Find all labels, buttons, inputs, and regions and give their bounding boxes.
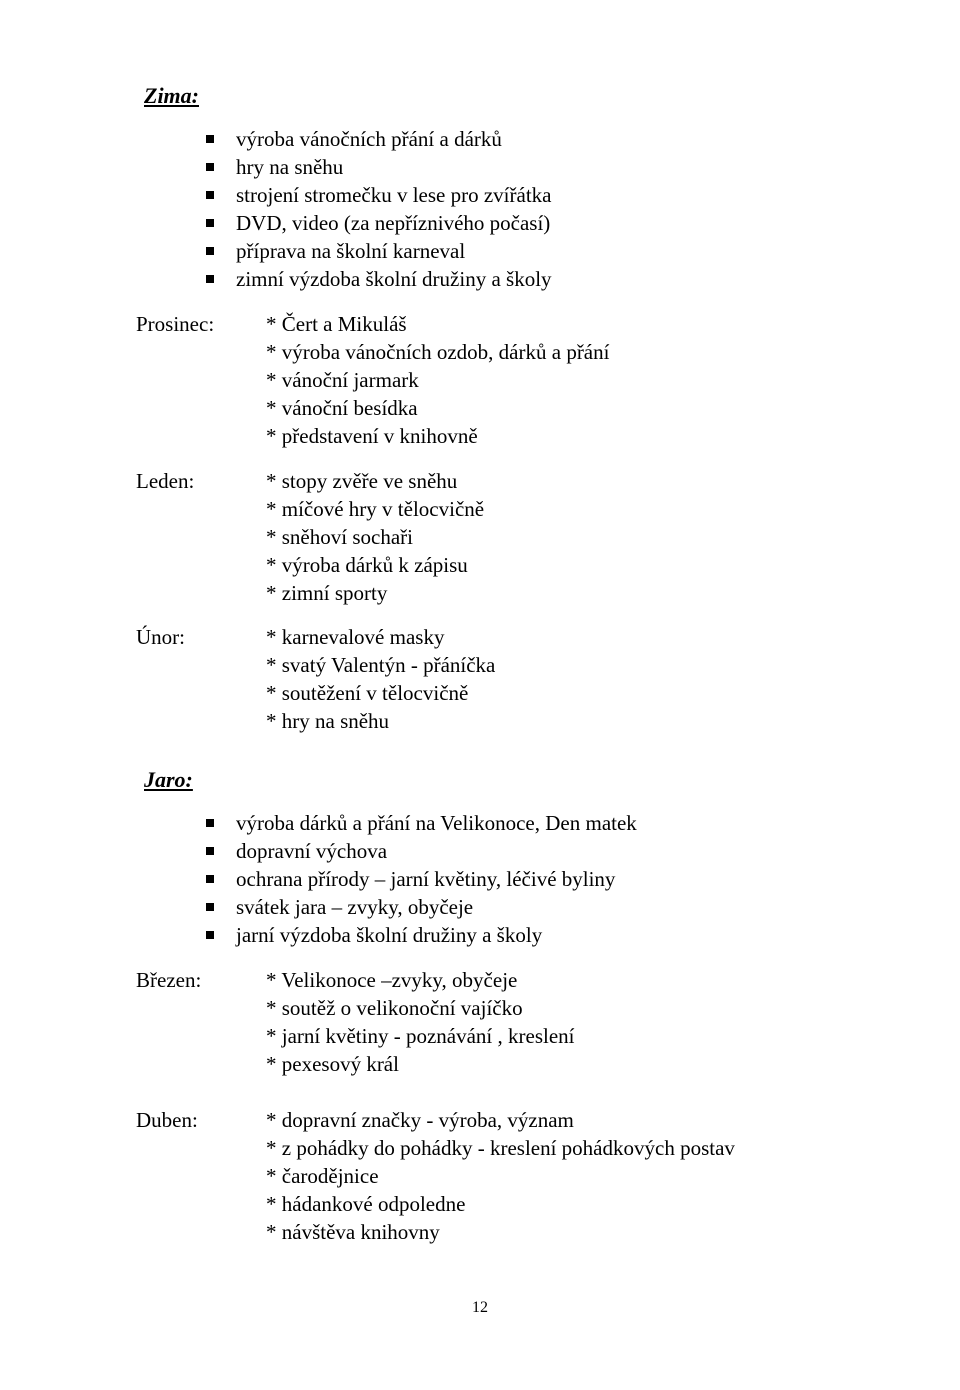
list-item: * vánoční besídka [266, 396, 418, 420]
square-bullet-icon [206, 275, 214, 283]
square-bullet-icon [206, 135, 214, 143]
square-bullet-icon [206, 819, 214, 827]
list-item: * zimní sporty [266, 581, 388, 605]
list-item: * soutěž o velikonoční vajíčko [266, 996, 523, 1020]
list-item: * soutěžení v tělocvičně [266, 681, 469, 705]
month-label-prosinec: Prosinec: [136, 312, 215, 336]
list-item: * Čert a Mikuláš [266, 312, 407, 336]
list-item: * pexesový král [266, 1052, 399, 1076]
list-item: * návštěva knihovny [266, 1220, 440, 1244]
page-number: 12 [472, 1299, 488, 1316]
month-label-duben: Duben: [136, 1108, 198, 1132]
month-label-unor: Únor: [136, 625, 185, 649]
list-item: * výroba vánočních ozdob, dárků a přání [266, 340, 610, 364]
list-item: * výroba dárků k zápisu [266, 553, 468, 577]
list-item: * vánoční jarmark [266, 368, 419, 392]
month-label-brezen: Březen: [136, 968, 202, 992]
list-item: * představení v knihovně [266, 424, 478, 448]
list-item: * z pohádky do pohádky - kreslení pohádkových postav [266, 1136, 735, 1160]
month-label-leden: Leden: [136, 469, 195, 493]
list-item: * Velikonoce –zvyky, obyčeje [266, 968, 518, 992]
season-heading-jaro: Jaro: [144, 767, 193, 792]
square-bullet-icon [206, 931, 214, 939]
list-item: * míčové hry v tělocvičně [266, 497, 485, 521]
list-item: * dopravní značky - výroba, význam [266, 1108, 574, 1132]
list-item: * svatý Valentýn - přáníčka [266, 653, 496, 677]
list-item: * karnevalové masky [266, 625, 445, 649]
list-item: * hry na sněhu [266, 709, 390, 733]
square-bullet-icon [206, 163, 214, 171]
season-heading-zima: Zima: [144, 83, 199, 108]
square-bullet-icon [206, 247, 214, 255]
list-item: * jarní květiny - poznávání , kreslení [266, 1024, 575, 1048]
square-bullet-icon [206, 875, 214, 883]
square-bullet-icon [206, 219, 214, 227]
list-item: * sněhoví sochaři [266, 525, 413, 549]
list-item: * hádankové odpoledne [266, 1192, 466, 1216]
square-bullet-icon [206, 903, 214, 911]
square-bullet-icon [206, 191, 214, 199]
square-bullet-icon [206, 847, 214, 855]
list-item: * čarodějnice [266, 1164, 379, 1188]
list-item: * stopy zvěře ve sněhu [266, 469, 458, 493]
